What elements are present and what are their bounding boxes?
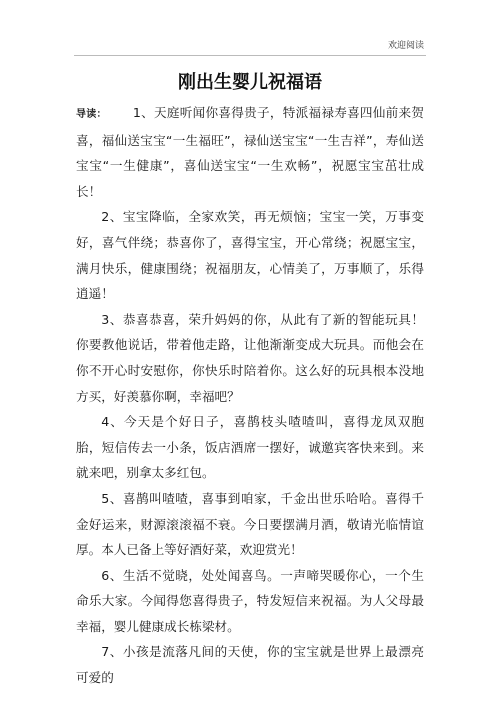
document-body <box>76 100 424 691</box>
document-title: 刚出生婴儿祝福语 <box>178 72 322 93</box>
paragraph-5: 5、喜鹊叫喳喳，喜事到咱家，千金出世乐哈哈。喜得千金好运来，财源滚滚福不衰。今日要摆满月酒，敬请光临情谊厚。本人已备上等好酒好菜，欢迎赏光！ <box>76 490 424 558</box>
paragraph-2: 2、宝宝降临，全家欢笑，再无烦恼；宝宝一笑，万事变好，喜气伴绕；恭喜你了，喜得宝宝，开心常绕；祝愿宝宝，满月快乐，健康围绕；祝福朋友，心情美了，万事顺了，乐得逍遥！ <box>76 209 424 302</box>
paragraph-7: 7、小孩是流落凡间的天使，你的宝宝就是世界上最漂亮可爱的 <box>76 644 424 686</box>
header-note: 欢迎阅读 <box>387 41 424 51</box>
paragraph-6: 6、生活不觉晓，处处闻喜鸟。一声啼哭暖你心，一个生命乐大家。今闻得您喜得贵子，特发短信来祝福。为人父母最幸福，婴儿健康成长栋梁材。 <box>76 567 424 634</box>
paragraph-3: 3、恭喜恭喜，荣升妈妈的你，从此有了新的智能玩具！你要教他说话，带着他走路，让他渐渐变成大玩具。而他会在你不开心时安慰你，你快乐时陪着你。这么好的玩具根本没地方买，好羡慕你啊，幸福吧？ <box>76 311 424 404</box>
paragraph-text: 1、天庭听闻你喜得贵子，特派福禄寿喜四仙前来贺喜，福仙送宝宝“一生福旺”，禄仙送宝宝“一生吉祥”，寿仙送宝宝“一生健康”，喜仙送宝宝“一生欢畅”，祝愿宝宝茁壮成长！ <box>76 105 425 199</box>
lead-label: 导读： <box>76 109 107 120</box>
header-divider <box>74 55 426 56</box>
paragraph-1 <box>76 100 424 204</box>
paragraph-4: 4、今天是个好日子，喜鹊枝头喳喳叫，喜得龙凤双胞胎，短信传去一小条，饭店酒席一摆好，诚邀宾客快来到。来就来吧，别拿太多红包。 <box>76 414 424 481</box>
